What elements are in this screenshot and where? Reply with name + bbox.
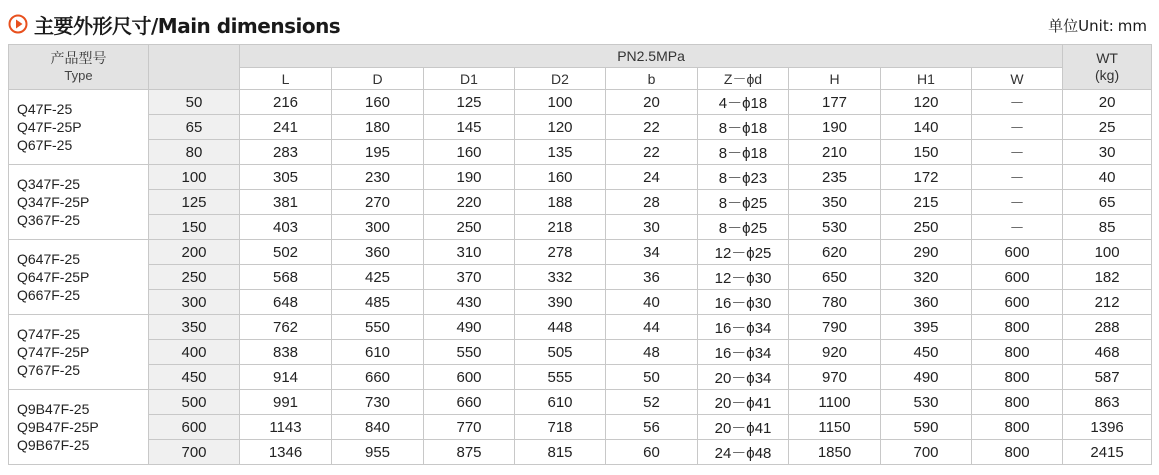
cell-h1: 450 xyxy=(881,340,972,365)
cell-b: 40 xyxy=(606,290,698,315)
column-header: W xyxy=(972,68,1063,90)
dn-cell: 200 xyxy=(149,240,240,265)
cell-b: 22 xyxy=(606,140,698,165)
type-model: Q67F-25 xyxy=(17,137,73,153)
cell-h1: 490 xyxy=(881,365,972,390)
cell-b: 36 xyxy=(606,265,698,290)
dn-cell: 50 xyxy=(149,90,240,115)
column-header: D xyxy=(332,68,424,90)
cell-h1: 590 xyxy=(881,415,972,440)
cell-wt: 468 xyxy=(1063,340,1152,365)
wt-header xyxy=(1063,45,1152,90)
cell-d: 550 xyxy=(332,315,424,340)
title-block xyxy=(8,10,340,38)
type-group-cell xyxy=(9,165,149,240)
cell-w: 800 xyxy=(972,315,1063,340)
cell-d1: 875 xyxy=(424,440,515,465)
cell-h: 235 xyxy=(789,165,881,190)
cell-d1: 430 xyxy=(424,290,515,315)
type-group-cell xyxy=(9,90,149,165)
cell-z: 20－ϕ41 xyxy=(698,390,789,415)
cell-d2: 505 xyxy=(515,340,606,365)
type-model: Q347F-25P xyxy=(17,194,90,210)
cell-d2: 218 xyxy=(515,215,606,240)
cell-b: 20 xyxy=(606,90,698,115)
cell-l: 216 xyxy=(240,90,332,115)
type-model: Q647F-25P xyxy=(17,269,90,285)
cell-w: 800 xyxy=(972,440,1063,465)
type-model: Q47F-25 xyxy=(17,101,73,117)
table-row xyxy=(9,265,1152,290)
cell-l: 241 xyxy=(240,115,332,140)
cell-d: 160 xyxy=(332,90,424,115)
cell-w: 600 xyxy=(972,290,1063,315)
cell-z: 8－ϕ23 xyxy=(698,165,789,190)
cell-h: 920 xyxy=(789,340,881,365)
cell-wt: 30 xyxy=(1063,140,1152,165)
dn-cell: 250 xyxy=(149,265,240,290)
table-row xyxy=(9,340,1152,365)
type-header-en: Type xyxy=(64,68,93,83)
cell-w: － xyxy=(972,115,1063,140)
cell-l: 502 xyxy=(240,240,332,265)
cell-z: 16－ϕ34 xyxy=(698,340,789,365)
cell-h: 1150 xyxy=(789,415,881,440)
table-row xyxy=(9,240,1152,265)
type-model: Q747F-25P xyxy=(17,344,90,360)
cell-z: 8－ϕ18 xyxy=(698,115,789,140)
cell-d: 840 xyxy=(332,415,424,440)
cell-h1: 215 xyxy=(881,190,972,215)
cell-d2: 188 xyxy=(515,190,606,215)
type-model: Q9B47F-25 xyxy=(17,401,90,417)
cell-h1: 360 xyxy=(881,290,972,315)
cell-b: 60 xyxy=(606,440,698,465)
cell-d2: 100 xyxy=(515,90,606,115)
cell-d2: 610 xyxy=(515,390,606,415)
table-body xyxy=(9,90,1152,465)
cell-z: 8－ϕ25 xyxy=(698,215,789,240)
cell-l: 283 xyxy=(240,140,332,165)
dimensions-table xyxy=(8,44,1152,465)
cell-h1: 120 xyxy=(881,90,972,115)
cell-z: 20－ϕ41 xyxy=(698,415,789,440)
cell-wt: 212 xyxy=(1063,290,1152,315)
type-model: Q747F-25 xyxy=(17,326,81,342)
cell-h: 530 xyxy=(789,215,881,240)
cell-h: 210 xyxy=(789,140,881,165)
cell-l: 381 xyxy=(240,190,332,215)
table-row xyxy=(9,315,1152,340)
type-header-cn: 产品型号 xyxy=(50,50,107,66)
table-row xyxy=(9,90,1152,115)
cell-h1: 530 xyxy=(881,390,972,415)
cell-l: 838 xyxy=(240,340,332,365)
cell-wt: 40 xyxy=(1063,165,1152,190)
cell-b: 56 xyxy=(606,415,698,440)
type-model: Q647F-25 xyxy=(17,251,81,267)
cell-d: 230 xyxy=(332,165,424,190)
type-model: Q767F-25 xyxy=(17,362,81,378)
dn-cell: 65 xyxy=(149,115,240,140)
cell-h: 177 xyxy=(789,90,881,115)
cell-d2: 390 xyxy=(515,290,606,315)
table-row xyxy=(9,440,1152,465)
table-row xyxy=(9,290,1152,315)
cell-d: 425 xyxy=(332,265,424,290)
cell-b: 50 xyxy=(606,365,698,390)
cell-d: 610 xyxy=(332,340,424,365)
cell-h: 790 xyxy=(789,315,881,340)
cell-d1: 550 xyxy=(424,340,515,365)
cell-w: － xyxy=(972,90,1063,115)
column-header: Z－ϕd xyxy=(698,68,789,90)
type-model: Q347F-25 xyxy=(17,176,81,192)
dn-header xyxy=(149,45,240,90)
type-model: Q9B67F-25 xyxy=(17,437,90,453)
cell-h: 350 xyxy=(789,190,881,215)
cell-w: 600 xyxy=(972,240,1063,265)
cell-l: 1346 xyxy=(240,440,332,465)
type-model: Q367F-25 xyxy=(17,212,81,228)
cell-h1: 250 xyxy=(881,215,972,240)
cell-h: 1850 xyxy=(789,440,881,465)
cell-d2: 718 xyxy=(515,415,606,440)
cell-w: 800 xyxy=(972,340,1063,365)
cell-b: 24 xyxy=(606,165,698,190)
cell-z: 16－ϕ34 xyxy=(698,315,789,340)
cell-z: 20－ϕ34 xyxy=(698,365,789,390)
cell-wt: 25 xyxy=(1063,115,1152,140)
cell-d2: 332 xyxy=(515,265,606,290)
table-row xyxy=(9,165,1152,190)
type-model: Q667F-25 xyxy=(17,287,81,303)
cell-h: 1100 xyxy=(789,390,881,415)
cell-z: 8－ϕ25 xyxy=(698,190,789,215)
cell-wt: 65 xyxy=(1063,190,1152,215)
cell-b: 52 xyxy=(606,390,698,415)
type-model: Q47F-25P xyxy=(17,119,82,135)
cell-d1: 160 xyxy=(424,140,515,165)
table-row xyxy=(9,215,1152,240)
cell-z: 4－ϕ18 xyxy=(698,90,789,115)
cell-h1: 150 xyxy=(881,140,972,165)
cell-w: － xyxy=(972,140,1063,165)
cell-h1: 290 xyxy=(881,240,972,265)
type-header xyxy=(9,45,149,90)
cell-h: 970 xyxy=(789,365,881,390)
cell-w: 800 xyxy=(972,415,1063,440)
cell-wt: 863 xyxy=(1063,390,1152,415)
cell-d1: 220 xyxy=(424,190,515,215)
column-header: D1 xyxy=(424,68,515,90)
table-row xyxy=(9,390,1152,415)
cell-d2: 555 xyxy=(515,365,606,390)
cell-d1: 600 xyxy=(424,365,515,390)
cell-b: 22 xyxy=(606,115,698,140)
cell-h: 620 xyxy=(789,240,881,265)
type-group-cell xyxy=(9,240,149,315)
cell-h1: 140 xyxy=(881,115,972,140)
dn-cell: 400 xyxy=(149,340,240,365)
cell-d: 955 xyxy=(332,440,424,465)
column-header: L xyxy=(240,68,332,90)
cell-l: 305 xyxy=(240,165,332,190)
dn-cell: 700 xyxy=(149,440,240,465)
cell-l: 762 xyxy=(240,315,332,340)
cell-l: 1143 xyxy=(240,415,332,440)
cell-d: 300 xyxy=(332,215,424,240)
cell-wt: 85 xyxy=(1063,215,1152,240)
table-row xyxy=(9,365,1152,390)
dn-cell: 450 xyxy=(149,365,240,390)
cell-d1: 770 xyxy=(424,415,515,440)
cell-d2: 120 xyxy=(515,115,606,140)
cell-h: 650 xyxy=(789,265,881,290)
dn-cell: 100 xyxy=(149,165,240,190)
cell-w: － xyxy=(972,165,1063,190)
column-header: D2 xyxy=(515,68,606,90)
cell-d: 195 xyxy=(332,140,424,165)
play-icon xyxy=(8,14,28,34)
cell-z: 8－ϕ18 xyxy=(698,140,789,165)
cell-d: 730 xyxy=(332,390,424,415)
cell-d: 360 xyxy=(332,240,424,265)
type-group-cell xyxy=(9,315,149,390)
cell-l: 914 xyxy=(240,365,332,390)
table-row xyxy=(9,190,1152,215)
cell-l: 991 xyxy=(240,390,332,415)
cell-wt: 288 xyxy=(1063,315,1152,340)
cell-h1: 172 xyxy=(881,165,972,190)
cell-h: 190 xyxy=(789,115,881,140)
cell-l: 403 xyxy=(240,215,332,240)
wt-header-top: WT xyxy=(1096,50,1118,66)
cell-b: 48 xyxy=(606,340,698,365)
unit-caption: 单位Unit: xyxy=(1048,17,1114,35)
cell-w: 800 xyxy=(972,390,1063,415)
cell-w: 800 xyxy=(972,365,1063,390)
cell-l: 568 xyxy=(240,265,332,290)
cell-d1: 145 xyxy=(424,115,515,140)
dn-cell: 80 xyxy=(149,140,240,165)
cell-b: 34 xyxy=(606,240,698,265)
cell-wt: 2415 xyxy=(1063,440,1152,465)
cell-b: 44 xyxy=(606,315,698,340)
cell-wt: 20 xyxy=(1063,90,1152,115)
dn-cell: 350 xyxy=(149,315,240,340)
cell-d2: 815 xyxy=(515,440,606,465)
unit-label xyxy=(1048,15,1151,36)
table-row xyxy=(9,140,1152,165)
wt-header-bottom: (kg) xyxy=(1095,67,1120,83)
table-row xyxy=(9,415,1152,440)
cell-z: 16－ϕ30 xyxy=(698,290,789,315)
cell-h1: 395 xyxy=(881,315,972,340)
cell-w: 600 xyxy=(972,265,1063,290)
cell-wt: 587 xyxy=(1063,365,1152,390)
cell-d: 180 xyxy=(332,115,424,140)
cell-d2: 135 xyxy=(515,140,606,165)
cell-w: － xyxy=(972,190,1063,215)
cell-h1: 700 xyxy=(881,440,972,465)
column-header: H xyxy=(789,68,881,90)
cell-b: 28 xyxy=(606,190,698,215)
page-header xyxy=(0,0,1159,44)
cell-wt: 100 xyxy=(1063,240,1152,265)
dn-cell: 150 xyxy=(149,215,240,240)
cell-h1: 320 xyxy=(881,265,972,290)
header-row-1 xyxy=(9,45,1152,68)
cell-wt: 1396 xyxy=(1063,415,1152,440)
dn-cell: 300 xyxy=(149,290,240,315)
cell-d1: 250 xyxy=(424,215,515,240)
cell-d1: 190 xyxy=(424,165,515,190)
cell-d1: 660 xyxy=(424,390,515,415)
dn-cell: 500 xyxy=(149,390,240,415)
unit-value: mm xyxy=(1117,17,1147,35)
type-group-cell xyxy=(9,390,149,465)
column-header: b xyxy=(606,68,698,90)
cell-z: 12－ϕ30 xyxy=(698,265,789,290)
cell-b: 30 xyxy=(606,215,698,240)
cell-d: 660 xyxy=(332,365,424,390)
pressure-header: PN2.5MPa xyxy=(240,45,1063,68)
column-header: H1 xyxy=(881,68,972,90)
cell-d1: 310 xyxy=(424,240,515,265)
dn-cell: 125 xyxy=(149,190,240,215)
page-title: 主要外形尺寸/Main dimensions xyxy=(34,13,341,38)
cell-d: 485 xyxy=(332,290,424,315)
cell-l: 648 xyxy=(240,290,332,315)
table-row xyxy=(9,115,1152,140)
cell-z: 24－ϕ48 xyxy=(698,440,789,465)
cell-wt: 182 xyxy=(1063,265,1152,290)
dn-cell: 600 xyxy=(149,415,240,440)
cell-d1: 490 xyxy=(424,315,515,340)
cell-d: 270 xyxy=(332,190,424,215)
type-model: Q9B47F-25P xyxy=(17,419,99,435)
cell-d2: 160 xyxy=(515,165,606,190)
cell-d2: 448 xyxy=(515,315,606,340)
cell-d1: 125 xyxy=(424,90,515,115)
cell-z: 12－ϕ25 xyxy=(698,240,789,265)
cell-d2: 278 xyxy=(515,240,606,265)
cell-h: 780 xyxy=(789,290,881,315)
cell-d1: 370 xyxy=(424,265,515,290)
cell-w: － xyxy=(972,215,1063,240)
